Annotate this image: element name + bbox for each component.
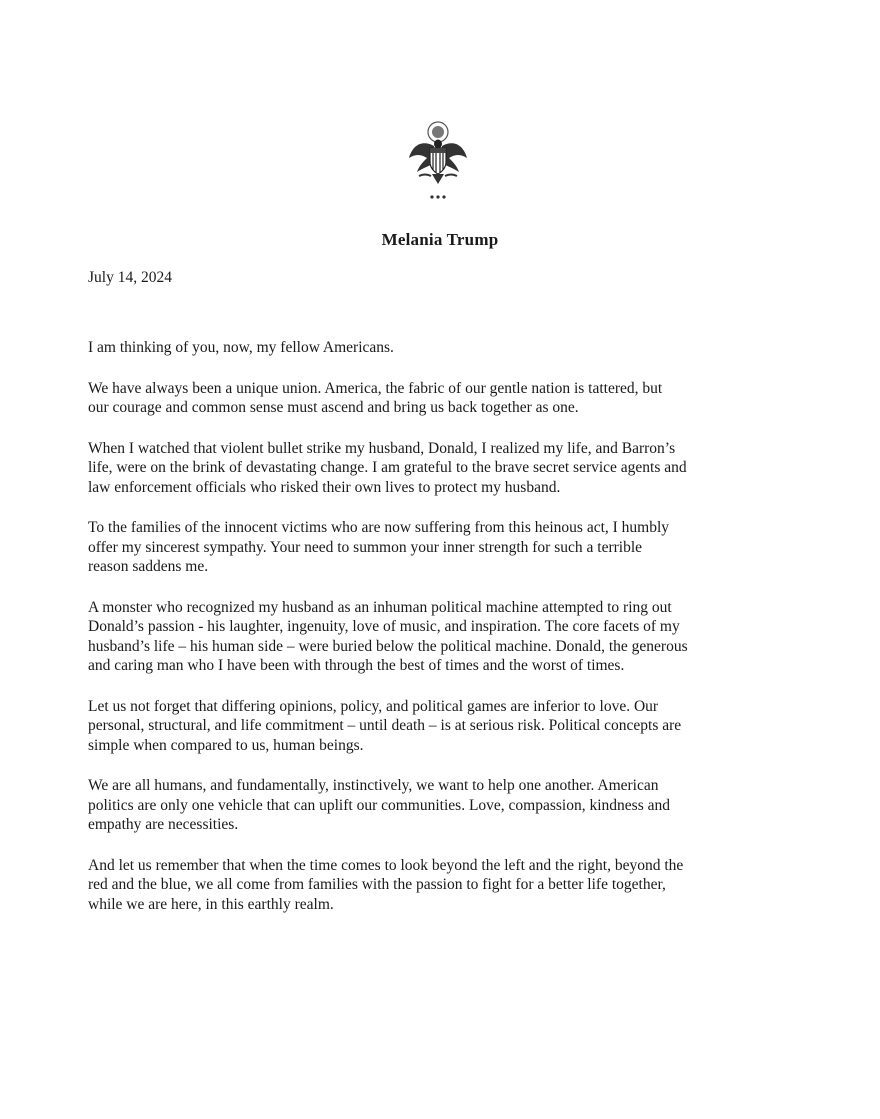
paragraph-5 — [88, 598, 808, 676]
paragraph-8 — [88, 856, 808, 915]
text-line: We have always been a unique union. America, the fabric of our gentle nation is tattered, but — [88, 379, 663, 397]
text-line: while we are here, in this earthly realm. — [88, 895, 334, 913]
paragraph-4 — [88, 518, 808, 577]
text-line: politics are only one vehicle that can uplift our communities. Love, compassion, kindness and — [88, 796, 670, 814]
text-line: reason saddens me. — [88, 558, 209, 575]
text-line: And let us remember that when the time comes to look beyond the left and the right, beyond the — [88, 856, 684, 874]
text-line: law enforcement officials who risked their own lives to protect my husband. — [88, 478, 561, 496]
text-line: simple when compared to us, human beings. — [88, 736, 364, 754]
text-line: A monster who recognized my husband as an inhuman political machine attempted to ring out — [88, 598, 672, 616]
letter-author-name: Melania Trump — [381, 230, 499, 249]
text-line: I am thinking of you, now, my fellow Americans. — [88, 339, 394, 356]
text-line: life, were on the brink of devastating change. I am grateful to the brave secret service agents and — [88, 459, 687, 476]
paragraph-3 — [88, 439, 808, 498]
text-line: To the families of the innocent victims who are now suffering from this heinous act, I humbly — [88, 519, 670, 536]
text-line: Let us not forget that differing opinions, policy, and political games are inferior to love. Our — [88, 697, 659, 715]
letter-date: July 14, 2024 — [88, 269, 172, 286]
letter-body — [88, 338, 808, 935]
text-line: empathy are necessities. — [88, 816, 239, 833]
paragraph-2 — [88, 379, 808, 418]
paragraph-7 — [88, 776, 808, 835]
text-line: husband’s life – his human side – were buried below the political machine. Donald, the generous — [88, 637, 688, 655]
paragraph-6 — [88, 697, 808, 756]
paragraph-1 — [88, 338, 808, 358]
text-line: our courage and common sense must ascend and bring us back together as one. — [88, 399, 579, 416]
presidential-seal-icon — [405, 118, 469, 204]
text-line: offer my sincerest sympathy. Your need to summon your inner strength for such a terrible — [88, 538, 643, 556]
text-line: red and the blue, we all come from families with the passion to fight for a better life together, — [88, 876, 666, 893]
text-line: When I watched that violent bullet strike my husband, Donald, I realized my life, and Barron’s — [88, 439, 676, 457]
text-line: personal, structural, and life commitment – until death – is at serious risk. Political concepts are — [88, 717, 682, 734]
text-line: Donald’s passion - his laughter, ingenuity, love of music, and inspiration. The core facets of my — [88, 618, 680, 635]
text-line: We are all humans, and fundamentally, instinctively, we want to help one another. American — [88, 777, 659, 794]
text-line: and caring man who I have been with through the best of times and the worst of times. — [88, 657, 625, 674]
